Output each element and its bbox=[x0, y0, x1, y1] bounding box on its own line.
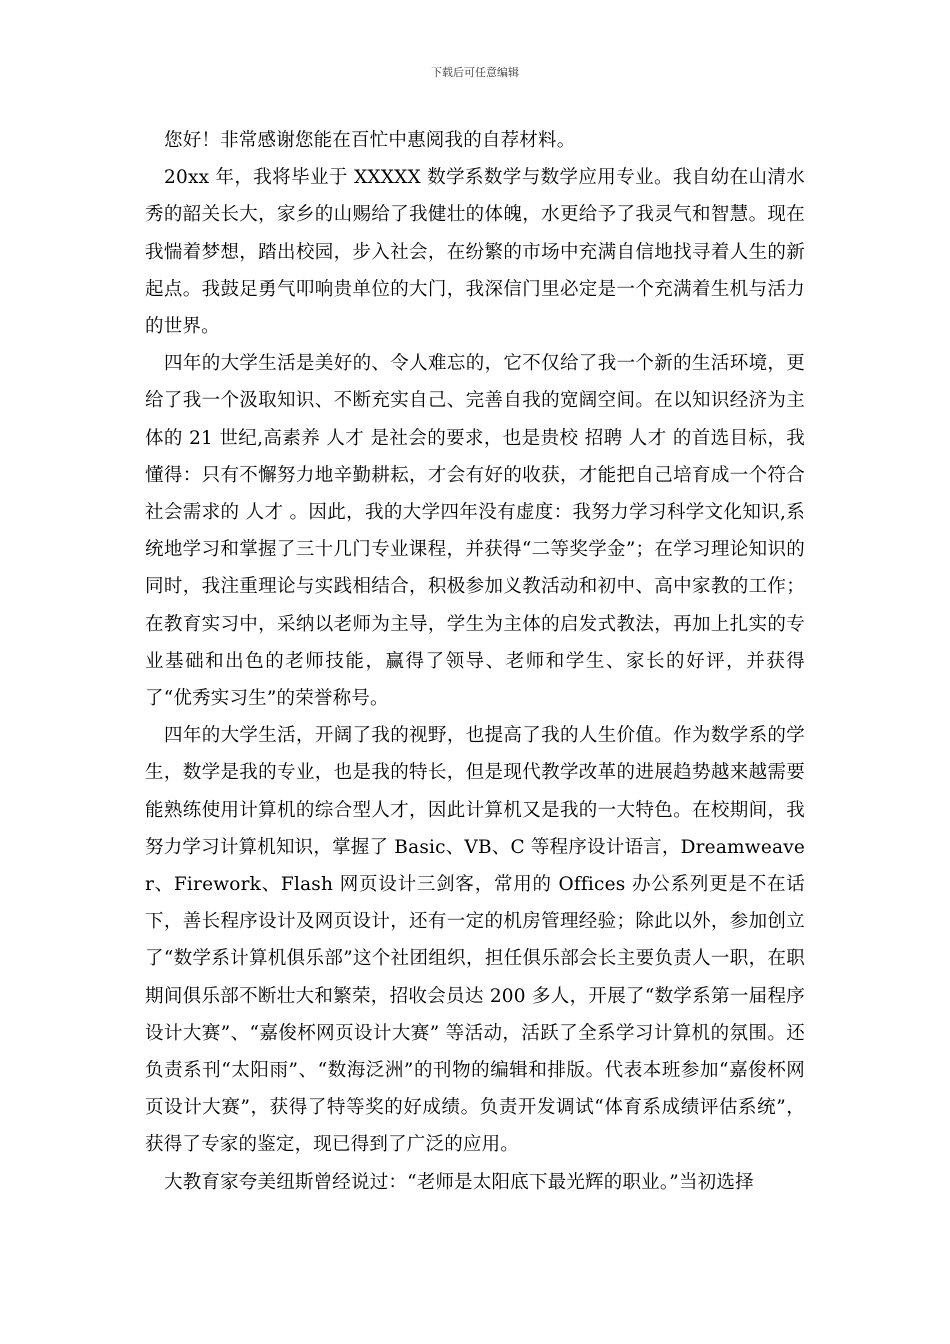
paragraph-teaching-career: 大教育家夸美纽斯曾经说过：“老师是太阳底下最光辉的职业。”当初选择 bbox=[164, 1171, 754, 1193]
paragraph-introduction: 20xx 年，我将毕业于 XXXXX 数学系数学与数学应用专业。我自幼在山清水秀的韶关长大，家乡的山赐给了我健壮的体魄，水更给予了我灵气和智慧。现在我惴着梦想，踏出校园，步入社会，在纷繁的市场中充满自信地找寻着人生的新起点。我鼓足勇气叩响贵单位的大门，我深信门里必定是一个充满着生机与活力的世界。 bbox=[145, 167, 805, 338]
document-body bbox=[145, 122, 805, 1201]
paragraph-computer-skills: 四年的大学生活，开阔了我的视野，也提高了我的人生价值。作为数学系的学生，数学是我的专业，也是我的特长，但是现代教学改革的进展趋势越来越需要能熟练使用计算机的综合型人才，因此计算机又是我的一大特色。在校期间，我努力学习计算机知识，掌握了 Basic、VB、C 等程序设计语言，Dreamweaver、Firework、Flash 网页设计三剑客，常用的 Offices 办公系列更是不在话下，善长程序设计及网页设计，还有一定的机房管理经验；除此以外，参加创立了“数学系计算机俱乐部”这个社团组织，担任俱乐部会长主要负责人一职，在职期间俱乐部不断壮大和繁荣，招收会员达 200 多人，开展了“数学系第一届程序设计大赛”、“嘉俊杯网页设计大赛” 等活动，活跃了全系学习计算机的氛围。还负责系刊“太阳雨”、“数海泛洲”的刊物的编辑和排版。代表本班参加“嘉俊杯网页设计大赛”，获得了特等奖的好成绩。负责开发调试“体育系成绩评估系统”，获得了专家的鉴定，现已得到了广泛的应用。 bbox=[145, 725, 805, 1156]
paragraph-greeting: 您好！非常感谢您能在百忙中惠阅我的自荐材料。 bbox=[164, 130, 576, 151]
page-header: 下载后可任意编辑 bbox=[431, 66, 519, 79]
paragraph-university-life: 四年的大学生活是美好的、令人难忘的，它不仅给了我一个新的生活环境，更给了我一个汲取知识、不断充实自己、完善自我的宽阔空间。在以知识经济为主体的 21 世纪,高素养 人才 是社会的要求，也是贵校 招聘 人才 的首选目标，我懂得：只有不懈努力地辛勤耕耘，才会有好的收获，才能把自己培育成一个符合社会需求的 人才 。因此，我的大学四年没有虚度：我努力学习科学文化知识,系统地学习和掌握了三十几门专业课程，并获得“二等奖学金”；在学习理论知识的同时，我注重理论与实践相结合，积极参加义教活动和初中、高中家教的工作；在教育实习中，采纳以老师为主导，学生为主体的启发式教法，再加上扎实的专业基础和出色的老师技能，赢得了领导、老师和学生、家长的好评，并获得了“优秀实习生”的荣誉称号。 bbox=[145, 353, 805, 710]
